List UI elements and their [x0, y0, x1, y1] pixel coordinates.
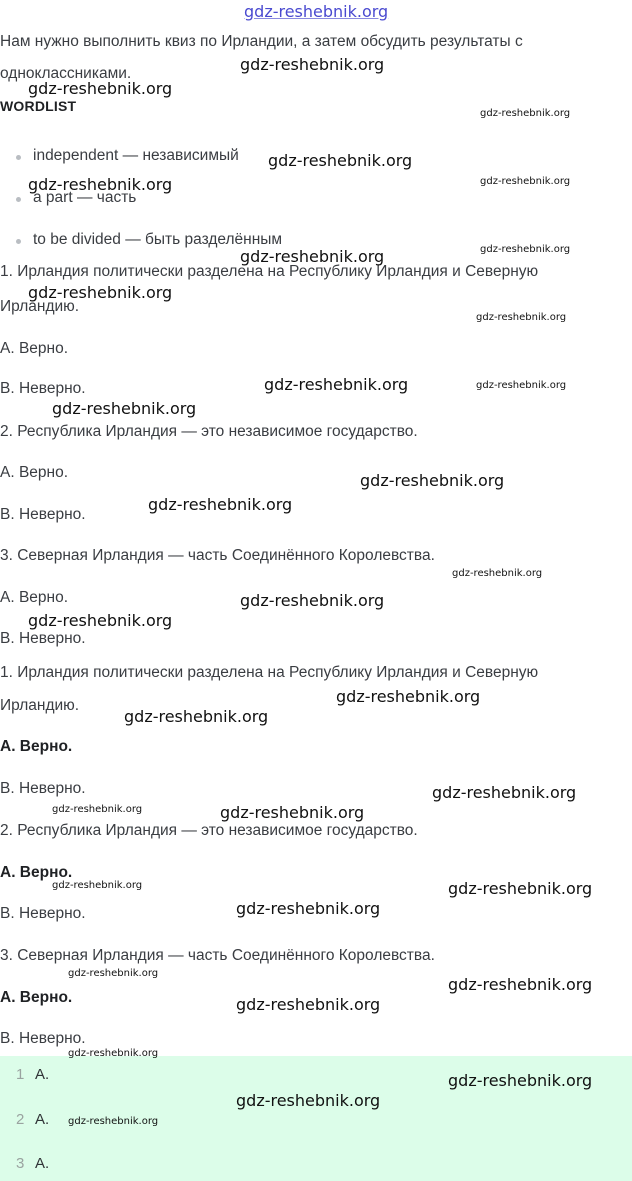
watermark: gdz-reshebnik.org — [240, 591, 385, 610]
answer-question-1-line1: 1. Ирландия политически разделена на Республику Ирландия и Северную — [0, 664, 539, 681]
watermark: gdz-reshebnik.org — [268, 151, 413, 170]
bullet-icon — [16, 197, 21, 202]
answer-question-1-correct-option: A. Верно. — [0, 738, 73, 755]
watermark: gdz-reshebnik.org — [68, 1116, 159, 1127]
watermark: gdz-reshebnik.org — [448, 879, 593, 898]
answer-number: 3 — [16, 1155, 25, 1172]
watermark: gdz-reshebnik.org — [68, 968, 159, 979]
watermark: gdz-reshebnik.org — [448, 975, 593, 994]
answer-question-2: 2. Республика Ирландия — это независимое государство. — [0, 822, 418, 839]
watermark: gdz-reshebnik.org — [220, 803, 365, 822]
answer-value: A. — [35, 1111, 50, 1128]
question-3: 3. Северная Ирландия — часть Соединённого Королевства. — [0, 547, 435, 564]
answer-question-3-option-b: B. Неверно. — [0, 1030, 86, 1047]
watermark: gdz-reshebnik.org — [52, 880, 143, 891]
watermark: gdz-reshebnik.org — [240, 55, 385, 74]
watermark: gdz-reshebnik.org — [336, 687, 481, 706]
question-1-line1: 1. Ирландия политически разделена на Республику Ирландия и Северную — [0, 263, 539, 280]
bullet-icon — [16, 239, 21, 244]
wordlist-item: to be divided — быть разделённым — [33, 231, 283, 248]
watermark: gdz-reshebnik.org — [480, 244, 571, 255]
watermark: gdz-reshebnik.org — [28, 611, 173, 630]
wordlist-item: a part — часть — [33, 189, 137, 206]
watermark: gdz-reshebnik.org — [236, 995, 381, 1014]
answer-question-2-correct-option: A. Верно. — [0, 864, 73, 881]
answer-question-1-option-b: B. Неверно. — [0, 780, 86, 797]
question-3-option-a: A. Верно. — [0, 589, 69, 606]
answer-question-2-option-b: B. Неверно. — [0, 905, 86, 922]
watermark: gdz-reshebnik.org — [476, 312, 567, 323]
answer-value: A. — [35, 1066, 50, 1083]
watermark: gdz-reshebnik.org — [124, 707, 269, 726]
watermark: gdz-reshebnik.org — [148, 495, 293, 514]
watermark: gdz-reshebnik.org — [236, 899, 381, 918]
watermark: gdz-reshebnik.org — [28, 175, 173, 194]
wordlist-item: independent — независимый — [33, 147, 239, 164]
answer-question-3-correct-option: A. Верно. — [0, 989, 73, 1006]
question-2: 2. Республика Ирландия — это независимое государство. — [0, 423, 418, 440]
watermark: gdz-reshebnik.org — [52, 804, 143, 815]
answer-value: A. — [35, 1155, 50, 1172]
answer-number: 1 — [16, 1066, 25, 1083]
answer-number: 2 — [16, 1111, 25, 1128]
watermark: gdz-reshebnik.org — [236, 1091, 381, 1110]
watermark: gdz-reshebnik.org — [476, 380, 567, 391]
watermark: gdz-reshebnik.org — [240, 247, 385, 266]
watermark: gdz-reshebnik.org — [52, 399, 197, 418]
watermark: gdz-reshebnik.org — [448, 1071, 593, 1090]
answer-question-1-line2: Ирландию. — [0, 697, 80, 714]
bullet-icon — [16, 155, 21, 160]
watermark: gdz-reshebnik.org — [68, 1048, 159, 1059]
wordlist-heading: WORDLIST — [0, 98, 77, 114]
answer-question-3: 3. Северная Ирландия — часть Соединённого Королевства. — [0, 947, 435, 964]
question-2-option-a: A. Верно. — [0, 464, 69, 481]
intro-text-line2: одноклассниками. — [0, 65, 132, 82]
watermark: gdz-reshebnik.org — [432, 783, 577, 802]
watermark: gdz-reshebnik.org — [480, 176, 571, 187]
watermark: gdz-reshebnik.org — [28, 79, 173, 98]
watermark: gdz-reshebnik.org — [28, 283, 173, 302]
question-2-option-b: B. Неверно. — [0, 506, 86, 523]
question-1-option-a: A. Верно. — [0, 340, 69, 357]
watermark-top[interactable]: gdz-reshebnik.org — [244, 2, 389, 21]
intro-text-line1: Нам нужно выполнить квиз по Ирландии, а затем обсудить результаты с — [0, 33, 523, 50]
question-1-line2: Ирландию. — [0, 298, 80, 315]
watermark: gdz-reshebnik.org — [264, 375, 409, 394]
question-3-option-b: B. Неверно. — [0, 630, 86, 647]
watermark: gdz-reshebnik.org — [360, 471, 505, 490]
watermark: gdz-reshebnik.org — [480, 108, 571, 119]
question-1-option-b: B. Неверно. — [0, 380, 86, 397]
watermark: gdz-reshebnik.org — [452, 568, 543, 579]
